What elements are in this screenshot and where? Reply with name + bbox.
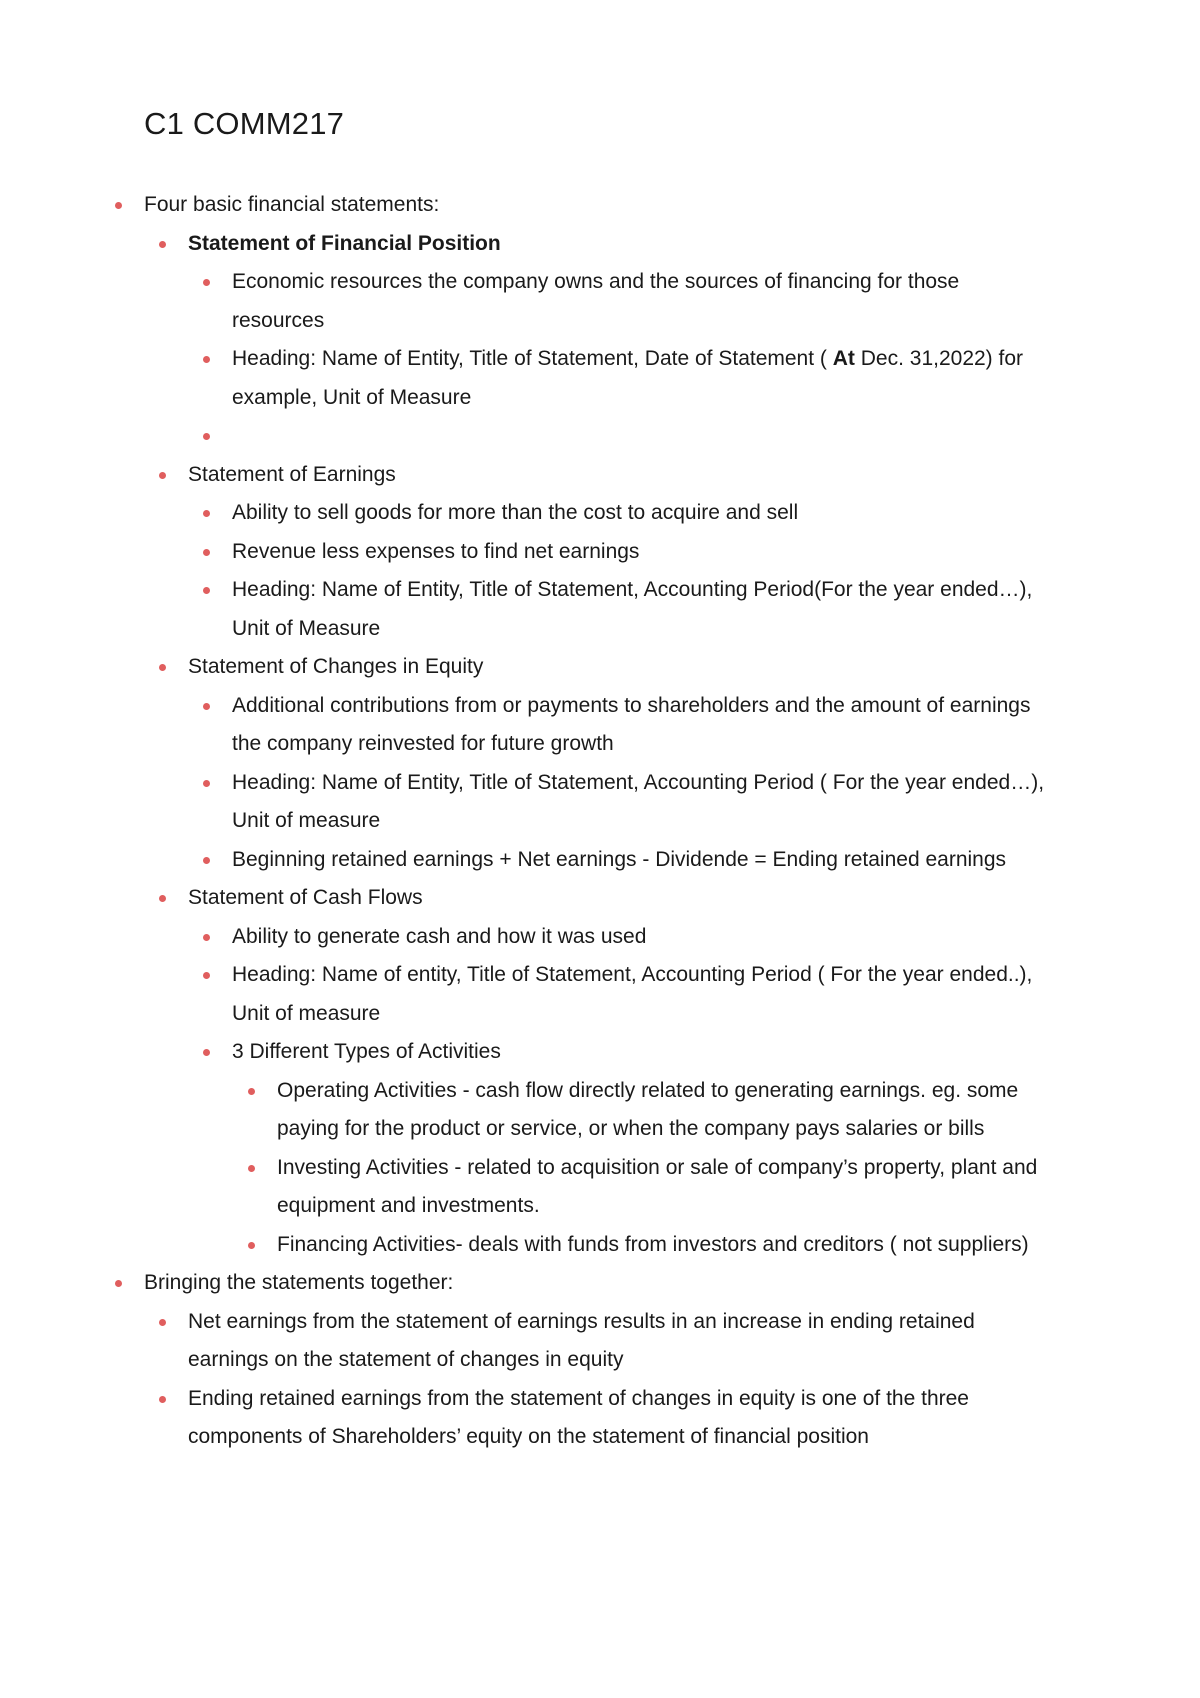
dot-icon	[248, 1242, 255, 1249]
dot-icon	[203, 972, 210, 979]
bold-heading: Statement of Financial Position	[188, 231, 501, 255]
list-item	[0, 186, 1056, 225]
bold-text-run: At	[832, 347, 855, 370]
list-item	[0, 1264, 1056, 1303]
list-item	[0, 1072, 1056, 1149]
list-item	[0, 1149, 1056, 1226]
dot-icon	[203, 1049, 210, 1056]
list-item	[0, 456, 1056, 495]
dot-icon	[159, 1319, 166, 1326]
dot-icon	[203, 934, 210, 941]
list-item-text: 3 Different Types of Activities	[232, 1040, 501, 1063]
dot-icon	[115, 202, 122, 209]
list-item	[0, 648, 1056, 687]
page-title: C1 COMM217	[144, 106, 345, 141]
list-item-text: Heading: Name of Entity, Title of Statement, Accounting Period(For the year ended…), Unit of Measure	[232, 578, 1033, 640]
list-item-text: Investing Activities - related to acquisition or sale of company’s property, plant and equipment and investments.	[277, 1155, 1038, 1217]
list-item	[0, 1226, 1056, 1265]
list-item-text: Economic resources the company owns and the sources of financing for those resources	[232, 270, 960, 332]
dot-icon	[203, 780, 210, 787]
list-item	[0, 533, 1056, 572]
text-run: Dec. 31,2022) for example, Unit of Measure	[232, 347, 1024, 409]
list-item	[0, 1303, 1056, 1380]
dot-icon	[248, 1088, 255, 1095]
list-item-text: Revenue less expenses to find net earnings	[232, 539, 640, 563]
dot-icon	[203, 433, 210, 440]
list-item	[0, 764, 1056, 841]
dot-icon	[203, 587, 210, 594]
list-item-text: Ability to generate cash and how it was used	[232, 924, 647, 948]
dot-icon	[115, 1280, 122, 1287]
list-item-text: Four basic financial statements:	[144, 193, 440, 216]
empty-list-item	[0, 417, 1056, 456]
list-item	[0, 263, 1056, 340]
list-item-text: Statement of Earnings	[188, 462, 396, 486]
dot-icon	[203, 279, 210, 286]
list-item	[0, 956, 1056, 1033]
list-item	[0, 225, 1056, 264]
list-item-text: Statement of Cash Flows	[188, 886, 423, 909]
dot-icon	[203, 857, 210, 864]
list-item-text: Heading: Name of entity, Title of Statement, Accounting Period ( For the year ended..), Unit of measure	[232, 963, 1033, 1025]
dot-icon	[159, 241, 166, 248]
list-item	[0, 1033, 1056, 1072]
text-run: Heading: Name of Entity, Title of Statement, Date of Statement (	[232, 347, 833, 370]
dot-icon	[159, 895, 166, 902]
list-item	[0, 841, 1056, 880]
dot-icon	[203, 703, 210, 710]
list-item-text	[188, 225, 1056, 264]
list-item-text: Operating Activities - cash flow directly related to generating earnings. eg. some paying for the product or service, or when the company pays salaries or bills	[277, 1078, 1019, 1140]
list-item	[0, 1380, 1056, 1457]
list-item-text: Statement of Changes in Equity	[188, 655, 484, 678]
list-item	[0, 340, 1056, 417]
list-item-text: Financing Activities- deals with funds from investors and creditors ( not suppliers)	[277, 1232, 1029, 1256]
list-item	[0, 687, 1056, 764]
list-item	[0, 918, 1056, 957]
list-item-text: Ending retained earnings from the statement of changes in equity is one of the three components of Shareholders’ equity on the statement of financial position	[188, 1386, 969, 1448]
list-item-text: Net earnings from the statement of earnings results in an increase in ending retained earnings on the statement of changes in equity	[188, 1309, 975, 1371]
list-item-text: Ability to sell goods for more than the cost to acquire and sell	[232, 501, 799, 524]
dot-icon	[203, 356, 210, 363]
dot-icon	[248, 1165, 255, 1172]
dot-icon	[203, 510, 210, 517]
dot-icon	[159, 472, 166, 479]
list-item-text: Beginning retained earnings + Net earnings - Dividende = Ending retained earnings	[232, 847, 1007, 871]
dot-icon	[159, 1396, 166, 1403]
list-item-text: Additional contributions from or payments to shareholders and the amount of earnings the company reinvested for future growth	[232, 693, 1031, 755]
notes-outline	[0, 186, 1200, 1457]
list-item-text: Heading: Name of Entity, Title of Statement, Accounting Period ( For the year ended…), Unit of measure	[232, 770, 1045, 832]
list-item	[0, 879, 1056, 918]
list-item-text	[232, 340, 1056, 417]
dot-icon	[159, 664, 166, 671]
list-item	[0, 571, 1056, 648]
list-item	[0, 494, 1056, 533]
list-item-text: Bringing the statements together:	[144, 1271, 454, 1294]
dot-icon	[203, 549, 210, 556]
